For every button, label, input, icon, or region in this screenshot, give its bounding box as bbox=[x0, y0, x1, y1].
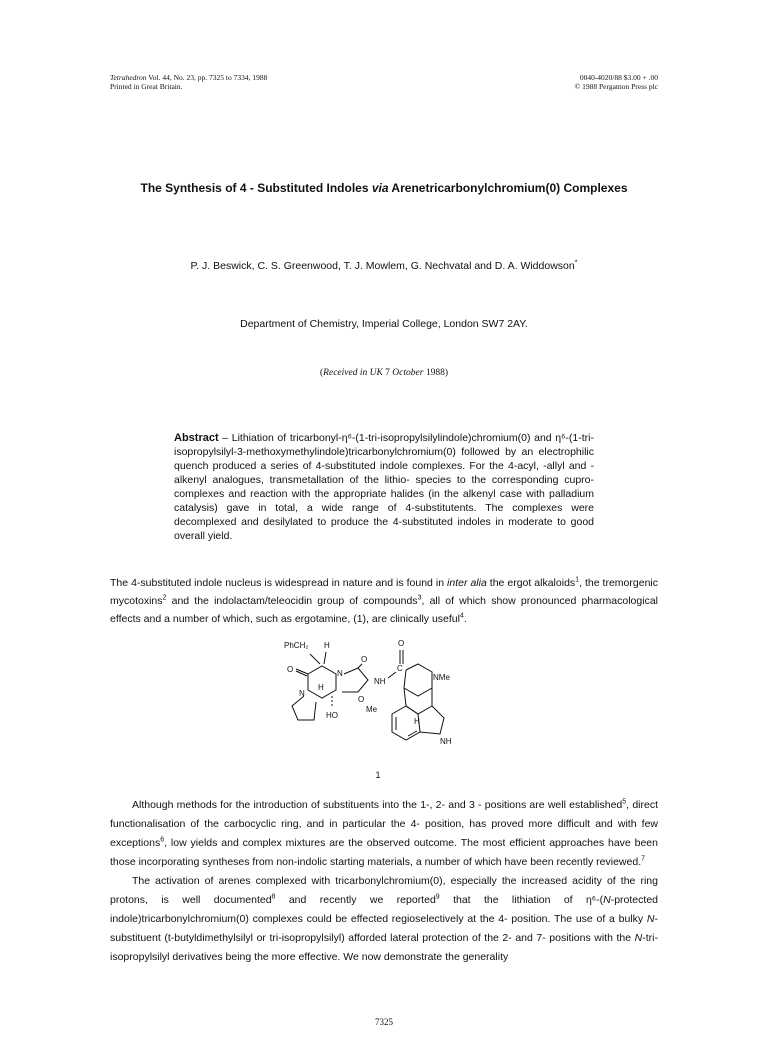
bond bbox=[324, 652, 326, 664]
para3-italic: N bbox=[603, 894, 611, 906]
title-part-2: Arenetricarbonylchromium(0) Complexes bbox=[388, 181, 628, 195]
struct-o-ring: O bbox=[358, 695, 365, 704]
intro-italic: inter alia bbox=[447, 577, 487, 589]
intro-text: The 4-substituted indole nucleus is widespread in nature and is found in bbox=[110, 577, 448, 589]
received-open: ( bbox=[320, 368, 324, 378]
struct-h-ring: H bbox=[414, 717, 420, 726]
reference-mark: 4 bbox=[459, 612, 464, 620]
printed-in: Printed in Great Britain. bbox=[110, 82, 183, 91]
author-list bbox=[0, 260, 768, 272]
bond-ring bbox=[420, 706, 444, 734]
struct-o2: O bbox=[361, 655, 368, 664]
intro-text: the ergot alkaloids bbox=[486, 577, 576, 589]
paper-title bbox=[0, 181, 768, 195]
struct-o3: O bbox=[398, 639, 405, 648]
reference-mark: 6 bbox=[160, 836, 165, 844]
page-number: 7325 bbox=[375, 1017, 393, 1027]
received-date bbox=[0, 368, 768, 378]
struct-h-top: H bbox=[324, 641, 330, 650]
bond-ring bbox=[308, 666, 336, 698]
ergotamine-structure bbox=[282, 636, 522, 771]
struct-n: N bbox=[299, 689, 305, 698]
struct-me: Me bbox=[366, 705, 378, 714]
structure-label: 1 bbox=[375, 770, 381, 780]
para3-text: The activation of arenes complexed with tricarbonylchromium(0), especially the increased acidity of the ring protons, is well documented bbox=[110, 875, 658, 906]
para3-text: -tri-isopropylsilyl derivatives being the more effective. We now demonstrate the generality bbox=[110, 932, 658, 963]
struct-ho: HO bbox=[326, 711, 338, 720]
bond bbox=[388, 672, 396, 678]
para2-text: Although methods for the introduction of substituents into the 1-, 2- and 3 - positions are well established bbox=[132, 799, 623, 811]
reference-mark: 8 bbox=[271, 893, 276, 901]
reference-mark: 2 bbox=[162, 594, 167, 602]
para3-text: and recently we reported bbox=[275, 894, 436, 906]
journal-name: Tetrahedron bbox=[110, 73, 147, 82]
paragraph-2 bbox=[110, 796, 658, 872]
publisher-header bbox=[575, 73, 658, 91]
intro-paragraph bbox=[110, 574, 658, 628]
intro-text: and the indolactam/teleocidin group of compounds bbox=[166, 595, 418, 607]
struct-h-mid: H bbox=[318, 683, 324, 692]
struct-phch2: PhCH₂ bbox=[284, 641, 309, 650]
struct-nme: NMe bbox=[433, 673, 450, 682]
journal-citation-line bbox=[110, 73, 267, 82]
bond bbox=[358, 664, 362, 668]
received-day: 7 bbox=[382, 368, 393, 378]
bond-ring bbox=[292, 696, 316, 720]
intro-text: , the tremorgenic mycotoxins bbox=[110, 577, 658, 607]
corresponding-author-mark: * bbox=[574, 259, 578, 267]
citation-text: Vol. 44, No. 23, pp. 7325 to 7334, 1988 bbox=[148, 73, 268, 82]
intro-text: . bbox=[463, 613, 467, 625]
para3-text: -substituent (t-butyldimethylsilyl or tri-isopropylsilyl) afforded lateral protection of the 2- and 7- positions with the bbox=[110, 913, 658, 944]
received-month: October bbox=[392, 368, 424, 378]
affiliation: Department of Chemistry, Imperial College, London SW7 2AY. bbox=[240, 318, 528, 330]
struct-nh-amide: NH bbox=[374, 677, 386, 686]
paragraph-3 bbox=[110, 872, 658, 967]
para3-italic: N bbox=[634, 932, 643, 944]
reference-mark: 3 bbox=[417, 594, 422, 602]
abstract bbox=[174, 431, 594, 543]
received-year: 1988) bbox=[423, 368, 448, 378]
abstract-text: – Lithiation of tricarbonyl-η⁶-(1-tri-isopropylsilylindole)chromium(0) and η⁶-(1-tri-isopropylsilyl-3-methoxymethylindole)tricarbonylchromium(0) followed by an electrophilic quench produced a series of 4-substituted indole complexes. For the 4-acyl, -allyl and -alkenyl analogues, transmetallation of the lithio- species to the corresponding cupro- complexes and reaction with the appropriate halides (in the alkenyl case with palladium catalysis) gave in total, a wide range of 4-substitutents. The complexes were decomplexed and desilylated to produce the 4-substituted indoles in moderate to good overall yield. bbox=[174, 432, 594, 542]
reference-mark: 9 bbox=[435, 893, 440, 901]
para2-text: , low yields and complex mixtures are the observed outcome. The most efficient approaches have been those incorporating syntheses from non-indolic starting materials, a number of which have been recently reviewed. bbox=[110, 837, 658, 868]
para3-text: that the lithiation of η⁶-( bbox=[439, 894, 604, 906]
received-in: Received in UK bbox=[323, 368, 383, 378]
reference-mark: 5 bbox=[622, 798, 627, 806]
struct-o1: O bbox=[287, 665, 294, 674]
title-italic-via: via bbox=[371, 181, 389, 195]
abstract-label: Abstract bbox=[174, 432, 219, 444]
journal-header bbox=[110, 73, 267, 91]
copyright: © 1988 Pergamon Press plc bbox=[574, 82, 658, 91]
intro-text: , all of which show pronounced pharmacological effects and a number of which, such as ergotamine, (1), are clinically useful bbox=[110, 595, 658, 625]
struct-nh-indole: NH bbox=[440, 737, 452, 746]
struct-n2: N bbox=[337, 669, 343, 678]
body-text bbox=[110, 796, 658, 967]
reference-mark: 1 bbox=[575, 576, 580, 584]
bond bbox=[408, 731, 417, 736]
para3-italic: N bbox=[646, 913, 655, 925]
bond-ring bbox=[404, 688, 432, 714]
bond-ring bbox=[342, 668, 368, 692]
bond-ring bbox=[404, 664, 432, 696]
struct-c: C bbox=[397, 664, 403, 673]
authors-text: P. J. Beswick, C. S. Greenwood, T. J. Mowlem, G. Nechvatal and D. A. Widdowson bbox=[190, 260, 575, 272]
reference-mark: 7 bbox=[641, 855, 646, 863]
para3-text: -protected indole)tricarbonylchromium(0) complexes could be effected regioselectively at the 4- position. The use of a bulky bbox=[110, 894, 658, 925]
issn-price: 0040-4020/88 $3.00 + .00 bbox=[579, 73, 658, 82]
para2-text: , direct functionalisation of the carbocyclic ring, and in particular the 4- position, has proved more difficult and with few exceptions bbox=[110, 799, 658, 849]
bond bbox=[310, 654, 320, 664]
title-part-1: The Synthesis of 4 - Substituted Indoles bbox=[140, 181, 372, 195]
